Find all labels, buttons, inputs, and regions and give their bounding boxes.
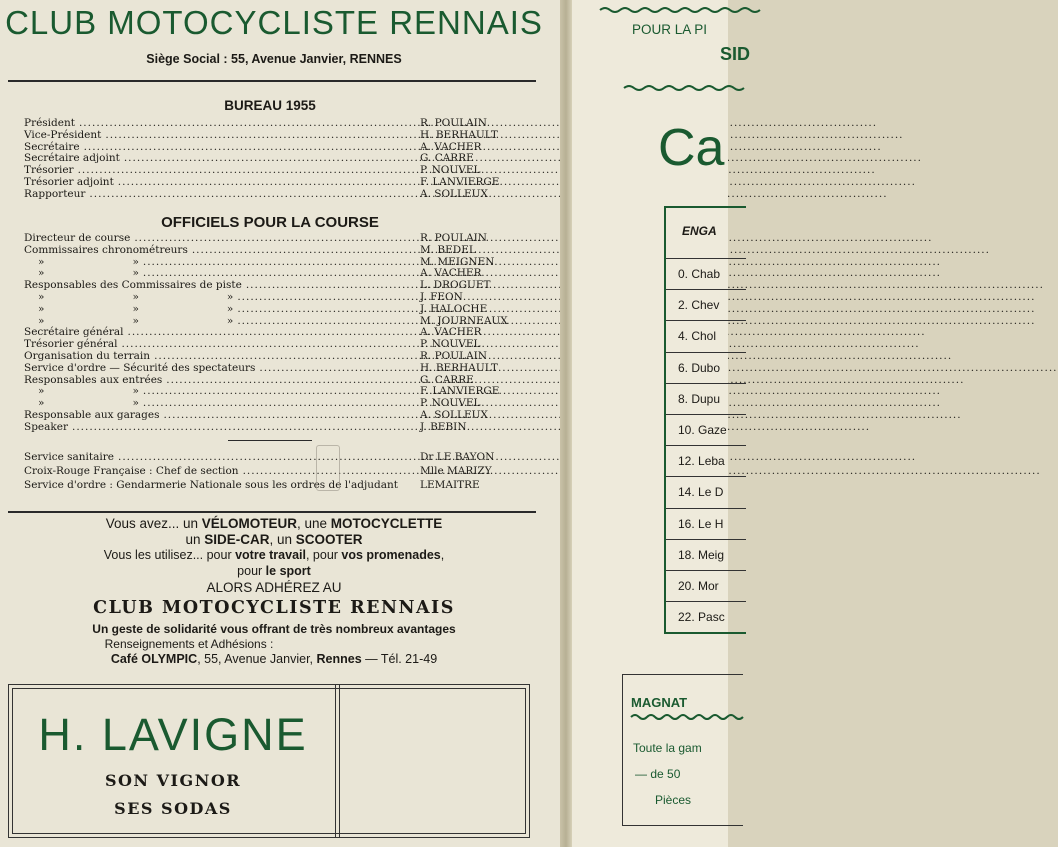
bureau-role: Secrétaire (24, 140, 80, 153)
officiel-role: » (38, 290, 45, 303)
officiel-role-ditto: » (132, 385, 139, 398)
service-role: Service sanitaire (24, 451, 114, 463)
officiel-role: Trésorier général (24, 338, 118, 351)
leader-dots (118, 450, 916, 464)
engage-entry: 12. Leba (666, 445, 746, 475)
engage-entry: 18. Meig (666, 539, 746, 569)
magnat-box (622, 674, 743, 826)
service-role: Service d'ordre : Gendarmerie Nationale sous les ordres de l'adjudant (24, 479, 399, 491)
magnat-line-1: Toute la gam (633, 741, 702, 755)
officiel-row (24, 245, 534, 257)
officiel-role: Responsables aux entrées (24, 373, 163, 386)
leader-dots (118, 177, 916, 189)
service-name: Mlle MARIZY (420, 465, 492, 477)
middle-rule (8, 511, 536, 513)
officiel-name: L. DROGUET (420, 279, 491, 292)
officiel-role: » (38, 267, 45, 280)
ad-line-1: Vous avez... un VÉLOMOTEUR, une MOTOCYCLETTE (105, 516, 443, 531)
officiel-role: Organisation du terrain (24, 349, 151, 362)
bureau-row (24, 189, 534, 201)
wave-ornament-magnat (631, 713, 743, 721)
ink-stamp (316, 445, 340, 491)
club-title: CLUB MOTOCYCLISTE RENNAIS (5, 4, 543, 41)
service-name: Dr LE BAYON (420, 451, 495, 463)
bureau-role: Vice-Président (24, 128, 102, 141)
bureau-name: F. LANVIERGE (420, 175, 500, 188)
officiel-name: M. MEIGNEN (420, 255, 495, 268)
officiel-row (24, 422, 534, 434)
officiel-role: Responsable aux garages (24, 408, 160, 421)
engage-entry: 20. Mor (666, 570, 746, 600)
officiel-role-ditto: » (132, 397, 139, 410)
engages-box (664, 206, 746, 634)
bureau-role: Trésorier (24, 164, 74, 177)
engage-entry: 0. Chab (666, 258, 746, 288)
ad-line-9: Café OLYMPIC, 55, Avenue Janvier, Rennes — Tél. 21-49 (110, 652, 438, 666)
service-role: Croix-Rouge Française : Chef de section (24, 465, 239, 477)
officiel-name: H. BERHAULT (420, 361, 498, 374)
officiel-role: » (38, 397, 45, 410)
lavigne-ad-divider (335, 685, 336, 837)
right-big-title: Ca (658, 119, 725, 177)
officiels-list (24, 233, 534, 434)
magnat-line-2: — de 50 (635, 767, 681, 781)
officiel-role: » (38, 302, 45, 315)
officiel-role-ditto: » (132, 302, 139, 315)
engage-entry: 22. Pasc (666, 601, 746, 631)
officiel-role-ditto: » (132, 255, 139, 268)
engage-entry: 2. Chev (666, 289, 746, 319)
officiel-name: A. VACHER (420, 267, 482, 280)
ad-line-8: Renseignements et Adhésions : (104, 637, 274, 651)
officiel-name: R. POULAIN (420, 232, 487, 244)
officiel-role: Responsables des Commissaires de piste (24, 279, 242, 292)
magnat-line-3: Pièces (655, 793, 692, 807)
officiel-name: A. SOLLEUX (420, 408, 488, 421)
officiel-name: F. LANVIERGE (420, 385, 500, 398)
bureau-name: H. BERHAULT (420, 128, 498, 141)
officiel-role: Service d'ordre — Sécurité des spectateurs (24, 361, 256, 374)
bureau-row (24, 130, 534, 142)
lavigne-vignor: SON VIGNOR (104, 771, 242, 790)
engage-entry: 16. Le H (666, 508, 746, 538)
officiel-row (24, 410, 534, 422)
officiel-role-ditto-2: » (226, 314, 234, 327)
engage-entry: 10. Gaze (666, 414, 746, 444)
service-row (24, 478, 534, 492)
services-list (24, 450, 534, 492)
engage-entry: 4. Chol (666, 320, 746, 350)
engage-entry: 6. Dubo (666, 352, 746, 382)
officiel-name: A. VACHER (420, 326, 482, 339)
officiel-row (24, 363, 534, 375)
wave-ornament-top (600, 6, 760, 14)
officiels-title: OFFICIELS POUR LA COURSE (161, 214, 379, 231)
bureau-name: R. POULAIN (420, 117, 487, 129)
right-top-text: POUR LA PI (632, 22, 708, 37)
officiel-role-ditto: » (132, 267, 139, 280)
officiel-role-ditto-2: » (226, 290, 234, 303)
leader-dots (154, 351, 952, 363)
engage-entry: 8. Dupu (666, 383, 746, 413)
officiel-row (24, 292, 534, 304)
officiel-name: G. CARRE (420, 373, 474, 386)
top-rule (8, 80, 536, 82)
short-rule (228, 440, 312, 441)
lavigne-ad-divider-2 (339, 685, 340, 837)
officiel-name: R. POULAIN (420, 349, 487, 362)
bureau-name: A. VACHER (420, 140, 482, 153)
bureau-title: BUREAU 1955 (224, 98, 316, 113)
officiel-role-ditto: » (132, 290, 139, 303)
lavigne-ad-box (8, 684, 530, 838)
officiel-name: J. FEON (420, 290, 463, 303)
bureau-role: Secrétaire adjoint (24, 152, 120, 165)
officiel-name: J. BEBIN (420, 420, 467, 433)
officiel-name: P. NOUVEL (420, 338, 481, 351)
officiel-role-ditto: » (132, 314, 139, 327)
ad-line-7: Un geste de solidarité vous offrant de très nombreux avantages (92, 622, 456, 636)
engage-entry: 14. Le D (666, 476, 746, 506)
page-fold (560, 0, 572, 847)
ad-line-5: ALORS ADHÉREZ AU (206, 580, 342, 595)
leader-dots (89, 189, 887, 201)
officiel-role: » (38, 314, 45, 327)
right-page (572, 0, 751, 847)
officiel-role: Commissaires chronométreurs (24, 243, 188, 256)
bureau-list (24, 118, 534, 201)
service-row (24, 464, 534, 478)
leader-dots (72, 422, 870, 434)
ad-line-2: un SIDE-CAR, un SCOOTER (185, 532, 363, 547)
service-name: LEMAITRE (420, 479, 480, 491)
officiel-role-ditto-2: » (226, 302, 234, 315)
officiel-role: Secrétaire général (24, 326, 124, 339)
service-row (24, 450, 534, 464)
magnat-title: MAGNAT (631, 695, 688, 710)
lavigne-name: H. LAVIGNE (38, 709, 308, 760)
officiel-role: » (38, 255, 45, 268)
ad-line-4: pour le sport (237, 564, 311, 578)
bureau-role: Rapporteur (24, 187, 86, 200)
bureau-name: P. NOUVEL (420, 164, 481, 177)
lavigne-sodas: SES SODAS (114, 799, 232, 818)
officiel-row (24, 351, 534, 363)
bureau-row (24, 177, 534, 189)
officiel-name: M. BEDEL (420, 243, 476, 256)
bureau-name: A. SOLLEUX (420, 187, 488, 200)
ad-line-3: Vous les utilisez... pour votre travail, pour vos promenades, (103, 548, 445, 562)
officiel-role: » (38, 385, 45, 398)
bureau-role: Président (24, 117, 75, 129)
bureau-role: Trésorier adjoint (24, 175, 114, 188)
right-sid: SID (720, 44, 751, 64)
officiel-role: Directeur de course (24, 232, 131, 244)
officiel-name: M. JOURNEAUX (420, 314, 508, 327)
leader-dots (105, 130, 903, 142)
engages-title: ENGA (682, 224, 717, 238)
wave-ornament-bottom (624, 84, 744, 92)
officiel-name: P. NOUVEL (420, 397, 481, 410)
officiel-row (24, 304, 534, 316)
ad-club-name: CLUB MOTOCYCLISTE RENNAIS (93, 598, 455, 618)
bureau-name: G. CARRE (420, 152, 474, 165)
officiel-role: Speaker (24, 420, 68, 433)
officiel-name: J. HALOCHE (420, 302, 488, 315)
siege-social: Siège Social : 55, Avenue Janvier, RENNES (146, 52, 402, 66)
